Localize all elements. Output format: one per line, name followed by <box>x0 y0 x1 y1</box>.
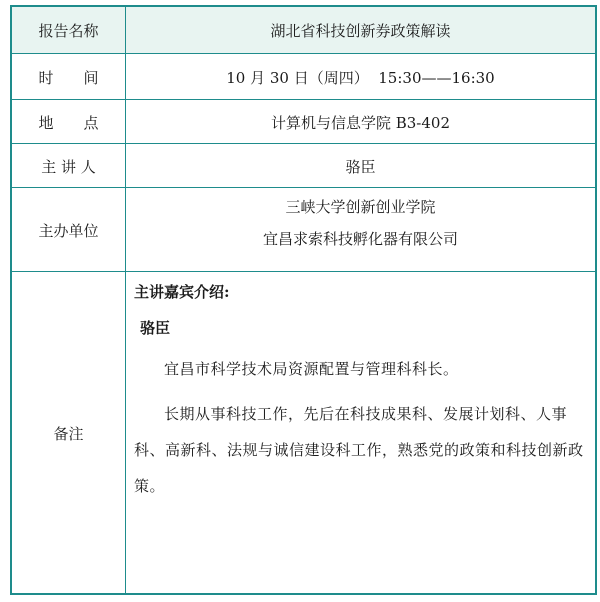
notes-heading: 主讲嘉宾介绍: <box>134 283 230 301</box>
organizer-item: 三峡大学创新创业学院 <box>285 198 436 216</box>
title-label: 报告名称 <box>38 21 99 40</box>
notes-label: 备注 <box>53 424 84 443</box>
title-label-cell <box>12 7 125 53</box>
time-value: 10 月 30 日（周四） 15:30——16:30 <box>226 68 495 87</box>
notes-label-cell <box>12 273 125 593</box>
row-divider <box>12 53 595 54</box>
speaker-value-cell <box>126 145 595 187</box>
speaker-label: 主 讲 人 <box>41 157 96 176</box>
place-label: 地 点 <box>38 113 99 132</box>
info-table <box>10 5 597 595</box>
time-value-cell <box>126 55 595 99</box>
speaker-title-paragraph: 宜昌市科学技术局资源配置与管理科科长。 <box>164 360 459 378</box>
row-divider <box>12 187 595 188</box>
row-divider <box>12 99 595 100</box>
organizer-label: 主办单位 <box>38 221 99 240</box>
speaker-value: 骆臣 <box>345 157 376 176</box>
speaker-bio-paragraph: 长期从事科技工作，先后在科技成果科、发展计划科、人事科、高新科、法规与诚信建设科工作，熟悉党的政策和科技创新政策。 <box>134 405 584 495</box>
time-label: 时 间 <box>38 68 99 87</box>
report-title: 湖北省科技创新券政策解读 <box>270 21 451 40</box>
place-label-cell <box>12 101 125 143</box>
place-value: 计算机与信息学院 B3-402 <box>270 113 451 132</box>
organizer-list <box>126 191 595 269</box>
speaker-name-heading: 骆臣 <box>140 319 171 337</box>
place-value-cell <box>126 101 595 143</box>
time-label-cell <box>12 55 125 99</box>
title-value-cell <box>126 7 595 53</box>
speaker-label-cell <box>12 145 125 187</box>
notes-content <box>134 278 587 504</box>
organizer-label-cell <box>12 189 125 271</box>
organizer-item: 宜昌求索科技孵化器有限公司 <box>262 230 458 248</box>
row-divider <box>12 271 595 272</box>
row-divider <box>12 143 595 144</box>
